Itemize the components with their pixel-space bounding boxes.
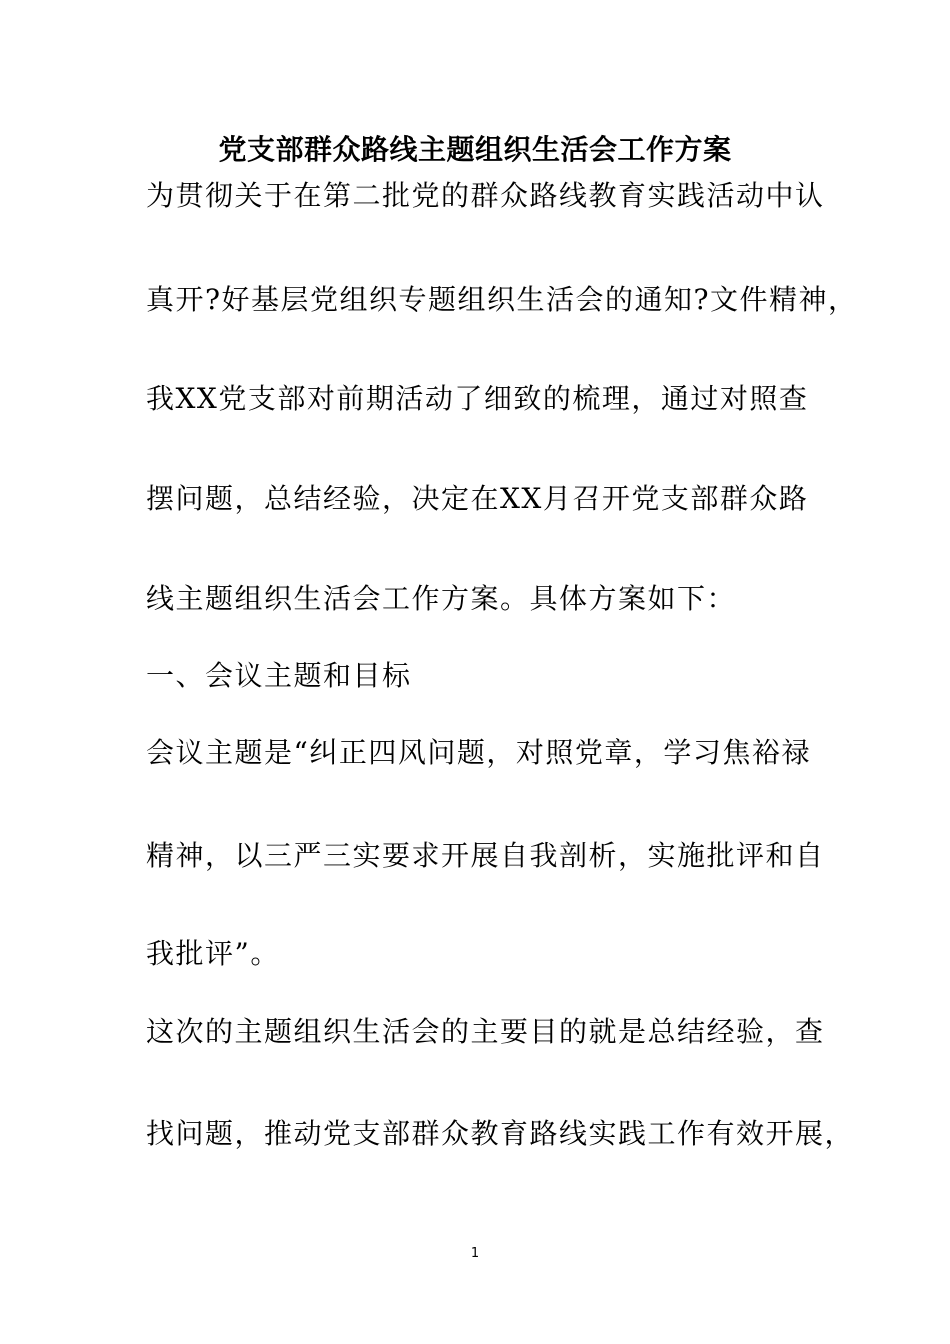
section-heading-1: 一、会议主题和目标 (146, 659, 412, 692)
body-line-5: 线主题组织生活会工作方案。具体方案如下： (146, 582, 737, 615)
body-line-2: 真开?好基层党组织专题组织生活会的通知?文件精神， (146, 283, 858, 316)
body-line-8: 我批评”。 (146, 937, 280, 970)
page-number: 1 (470, 1246, 480, 1261)
body-line-6: 会议主题是“纠正四风问题，对照党章，学习焦裕禄 (146, 736, 811, 769)
document-title: 党支部群众路线主题组织生活会工作方案 (218, 133, 732, 166)
body-line-3: 我XX党支部对前期活动了细致的梳理，通过对照查 (146, 382, 809, 415)
body-line-7: 精神，以三严三实要求开展自我剖析，实施批评和自 (146, 839, 825, 872)
body-line-10: 找问题，推动党支部群众教育路线实践工作有效开展， (146, 1117, 855, 1150)
body-line-1: 为贯彻关于在第二批党的群众路线教育实践活动中认 (146, 179, 825, 212)
body-line-4: 摆问题，总结经验，决定在XX月召开党支部群众路 (146, 482, 809, 515)
body-line-9: 这次的主题组织生活会的主要目的就是总结经验，查 (146, 1015, 825, 1048)
